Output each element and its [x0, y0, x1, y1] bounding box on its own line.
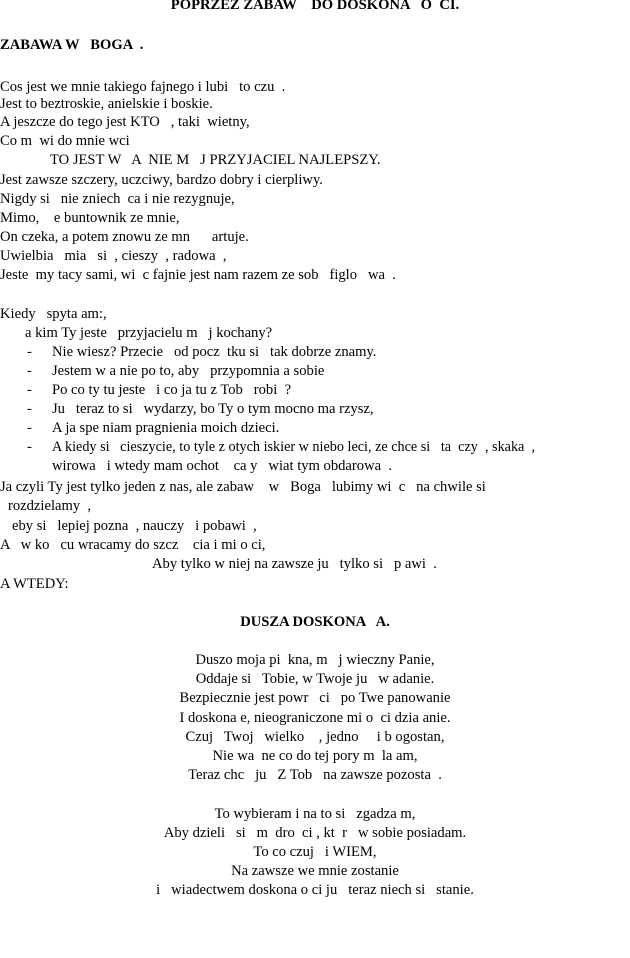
list-dash: - [27, 344, 32, 360]
closing-line: Ja czyli Ty jest tylko jeden z nas, ale zabaw w Boga lubimy wi c na chwile si [0, 479, 486, 495]
dialog-item: A ja spe niam pragnienia moich dzieci. [52, 420, 280, 436]
poem-line: Oddaje si Tobie, w Twoje ju w adanie. [195, 671, 435, 687]
poem-line: To wybieram i na to si zgadza m, [214, 806, 416, 822]
list-dash: - [27, 401, 32, 417]
closing-line: rozdzielamy , [8, 498, 92, 514]
poem-line: Bezpiecznie jest powr ci po Twe panowanie [179, 690, 451, 706]
closing-line: Aby tylko w niej na zawsze ju tylko si p awi . [152, 556, 437, 572]
dialog-item: A kiedy si cieszycie, to tyle z otych iskier w niebo leci, ze chce si ta czy , skaka , [52, 439, 535, 455]
intro-line: Uwielbia mia si , cieszy , radowa , [0, 248, 227, 264]
list-dash: - [27, 420, 32, 436]
closing-line: A w ko cu wracamy do szcz cia i mi o ci, [0, 537, 266, 553]
section-heading-zabawa: ZABAWA W BOGA . [0, 37, 144, 53]
intro-line: Cos jest we mnie takiego fajnego i lubi to czu . [0, 79, 286, 95]
list-dash: - [27, 439, 32, 455]
intro-line: A jeszcze do tego jest KTO , taki wietny, [0, 114, 250, 130]
list-dash: - [27, 382, 32, 398]
dialog-item: Jestem w a nie po to, aby przypomnia a sobie [52, 363, 325, 379]
list-dash: - [27, 363, 32, 379]
poem-line: i wiadectwem doskona o ci ju teraz niech si stanie. [156, 882, 474, 898]
dialog-item: Nie wiesz? Przecie od pocz tku si tak dobrze znamy. [52, 344, 377, 360]
intro-line: Jeste my tacy sami, wi c fajnie jest nam razem ze sob figlo wa . [0, 267, 396, 283]
poem-line: Czuj Twoj wielko , jedno i b ogostan, [185, 729, 445, 745]
dialog-item: Po co ty tu jeste i co ja tu z Tob robi ? [52, 382, 292, 398]
intro-line: Co m wi do mnie wci [0, 133, 130, 149]
closing-line: A WTEDY: [0, 576, 69, 592]
poem-line: Teraz chc ju Z Tob na zawsze pozosta . [188, 767, 442, 783]
poem-line: To co czuj i WIEM, [253, 844, 377, 860]
intro-line: On czeka, a potem znowu ze mn artuje. [0, 229, 249, 245]
document-title: POPRZEZ ZABAW DO DOSKONA O CI. [170, 0, 460, 13]
poem-line: Nie wa ne co do tej pory m la am, [212, 748, 418, 764]
intro-line: Mimo, e buntownik ze mnie, [0, 210, 180, 226]
section-heading-dusza: DUSZA DOSKONA A. [240, 614, 390, 630]
poem-line: Duszo moja pi kna, m j wieczny Panie, [195, 652, 435, 668]
closing-line: eby si lepiej pozna , nauczy i pobawi , [12, 518, 257, 534]
dialog-item: Ju teraz to si wydarzy, bo Ty o tym mocno ma rzysz, [52, 401, 374, 417]
intro-line: Nigdy si nie zniech ca i nie rezygnuje, [0, 191, 235, 207]
poem-line: Na zawsze we mnie zostanie [231, 863, 399, 879]
dialog-intro-line: a kim Ty jeste przyjacielu m j kochany? [25, 325, 273, 341]
poem-line: Aby dzieli si m dro ci , kt r w sobie posiadam. [163, 825, 467, 841]
intro-line: Jest to beztroskie, anielskie i boskie. [0, 96, 213, 112]
poem-line: I doskona e, nieograniczone mi o ci dzia anie. [179, 710, 451, 726]
intro-line-emphasis: TO JEST W A NIE M J PRZYJACIEL NAJLEPSZY. [50, 152, 381, 168]
dialog-item-continuation: wirowa i wtedy mam ochot ca y wiat tym obdarowa . [52, 458, 393, 474]
dialog-intro-line: Kiedy spyta am:, [0, 306, 107, 322]
intro-line: Jest zawsze szczery, uczciwy, bardzo dobry i cierpliwy. [0, 172, 323, 188]
